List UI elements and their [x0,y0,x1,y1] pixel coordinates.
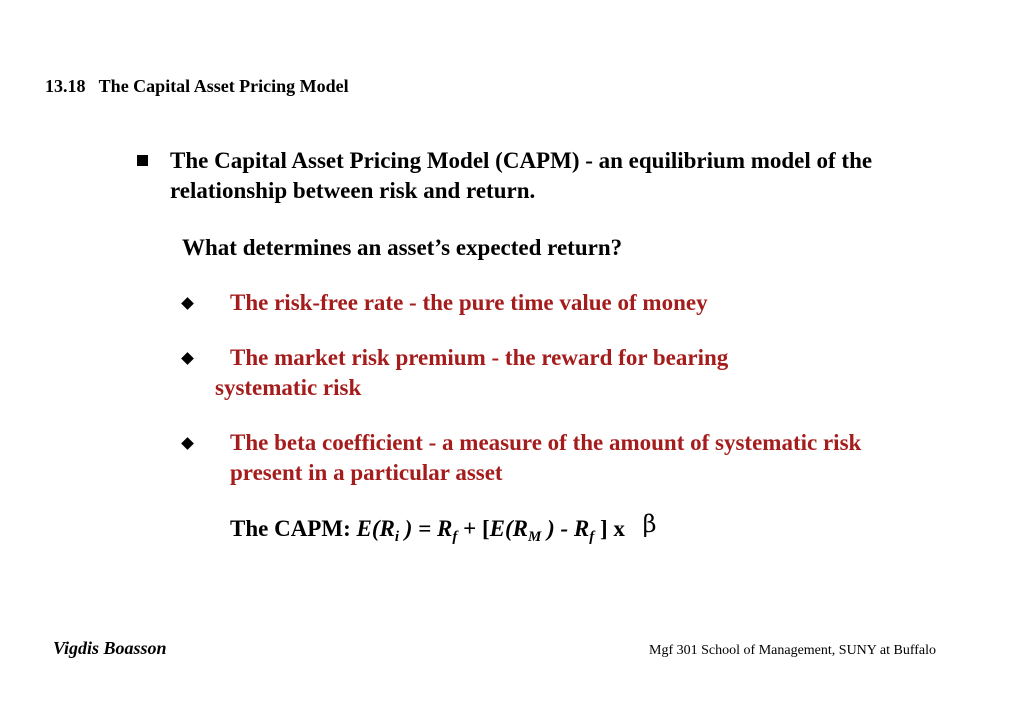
factor-item-market-risk-premium [183,343,883,403]
question-text: What determines an asset’s expected return? [182,235,623,260]
formula-equals-rf: ) = R [399,516,453,541]
formula-label: The CAPM: [230,516,357,541]
factor-item-beta-coefficient [183,428,883,488]
course-footer: Mgf 301 School of Management, SUNY at Buffalo [649,643,936,658]
factor-text-continued: systematic risk [215,375,362,400]
formula-plus-bracket: + [ [457,516,490,541]
main-bullet-text: The Capital Asset Pricing Model (CAPM) - an equilibrium model of the relationship between risk and return. [170,148,873,203]
formula-minus-rf: ) - R [541,516,590,541]
formula-subscript-i: i [394,529,399,545]
beta-symbol: β [642,510,657,538]
capm-formula [230,510,657,545]
formula-market-return: E(R [489,516,528,541]
factor-text: The beta coefficient - a measure of the amount of systematic risk present in a particular asset [230,430,862,485]
formula-times: ] x [594,516,631,541]
factor-item-risk-free-rate [183,288,883,318]
formula-subscript-f: f [452,529,458,545]
formula-expected-return: E(R [356,516,395,541]
slide-title: 13.18 The Capital Asset Pricing Model [45,76,349,96]
factor-text: The market risk premium - the reward for bearing [230,345,729,370]
factor-text: The risk-free rate - the pure time value of money [230,290,708,315]
main-bullet [137,146,937,206]
formula-subscript-m: M [527,529,542,545]
formula-subscript-f: f [589,529,595,545]
square-bullet-icon [137,155,148,166]
author-name: Vigdis Boasson [53,638,167,658]
